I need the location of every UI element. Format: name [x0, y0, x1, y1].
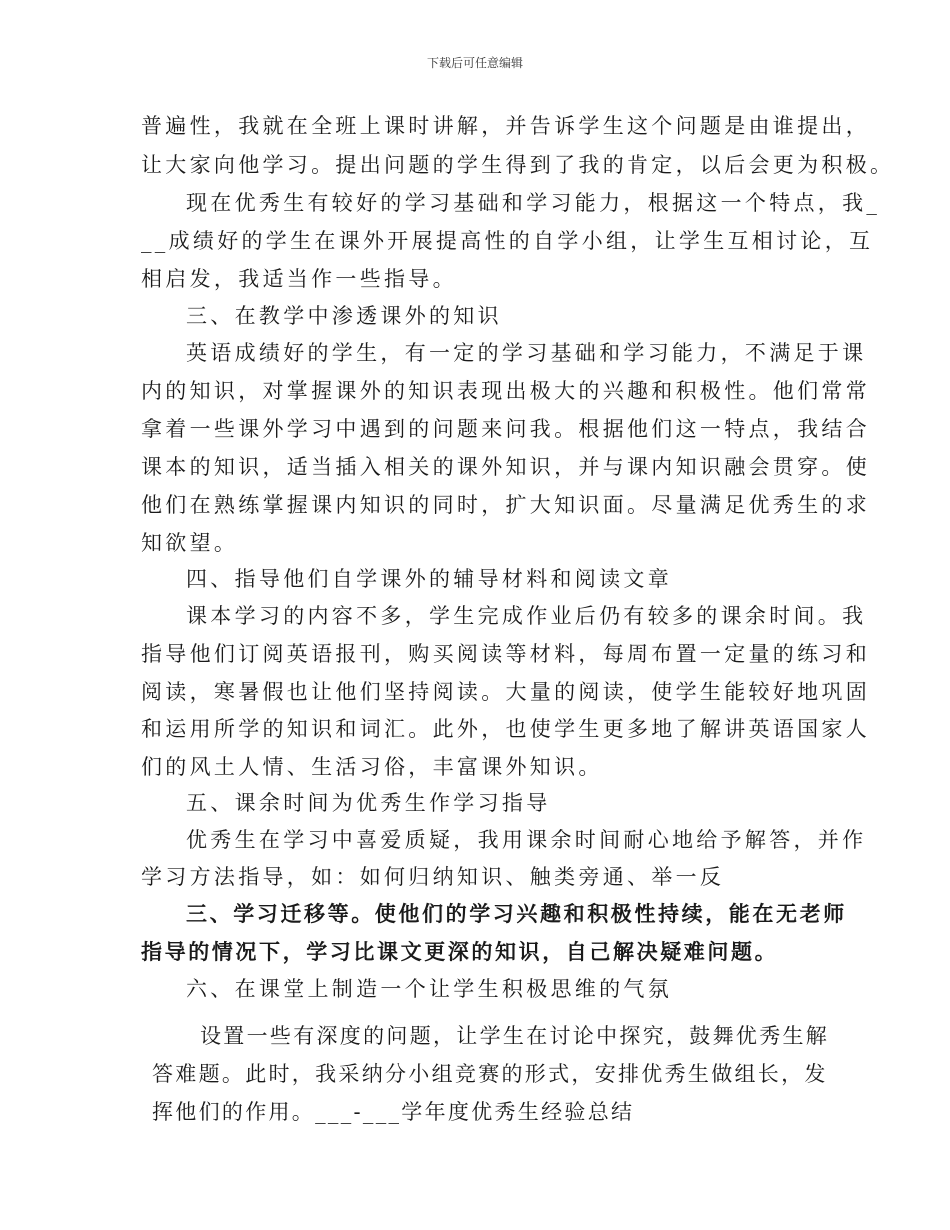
body-line: 们的风土人情、生活习俗，丰富课外知识。 [141, 755, 603, 779]
bold-line: 三、学习迁移等。使他们的学习兴趣和积极性持续，能在无老师 [186, 902, 847, 926]
section-heading: 六、在课堂上制造一个让学生积极思维的气氛 [186, 977, 672, 1001]
body-line: 学习方法指导，如：如何归纳知识、触类旁通、举一反 [141, 865, 725, 889]
body-line: 挥他们的作用。___-___学年度优秀生经验总结 [152, 1100, 635, 1124]
body-line: 和运用所学的知识和词汇。此外，也使学生更多地了解讲英语国家人 [141, 717, 870, 741]
body-line: 拿着一些课外学习中遇到的问题来问我。根据他们这一特点，我结合 [141, 417, 870, 441]
page-header: 下载后可任意编辑 [426, 56, 523, 70]
body-line: 让大家向他学习。提出问题的学生得到了我的肯定，以后会更为积极。 [141, 153, 895, 177]
section-heading: 五、课余时间为优秀生作学习指导 [186, 791, 551, 815]
body-line: 普遍性，我就在全班上课时讲解，并告诉学生这个问题是由谁提出， [141, 114, 870, 138]
body-line: __成绩好的学生在课外开展提高性的自学小组，让学生互相讨论，互 [141, 229, 874, 253]
body-line: 优秀生在学习中喜爱质疑，我用课余时间耐心地给予解答，并作 [186, 828, 867, 852]
section-heading: 三、在教学中渗透课外的知识 [186, 304, 502, 328]
body-line: 现在优秀生有较好的学习基础和学习能力，根据这一个特点，我_ [186, 191, 881, 215]
body-line: 课本学习的内容不多，学生完成作业后仍有较多的课余时间。我 [186, 604, 867, 628]
body-line: 知欲望。 [141, 531, 239, 555]
body-line: 相启发，我适当作一些指导。 [141, 267, 457, 291]
bold-line: 指导的情况下，学习比课文更深的知识，自己解决疑难问题。 [141, 940, 779, 964]
body-line: 内的知识，对掌握课外的知识表现出极大的兴趣和积极性。他们常常 [141, 379, 870, 403]
body-line: 英语成绩好的学生，有一定的学习基础和学习能力，不满足于课 [186, 341, 867, 365]
body-line: 设置一些有深度的问题，让学生在讨论中探究，鼓舞优秀生解 [200, 1024, 830, 1048]
body-line: 课本的知识，适当插入相关的课外知识，并与课内知识融会贯穿。使 [141, 455, 870, 479]
body-line: 答难题。此时，我采纳分小组竞赛的形式，安排优秀生做组长，发 [152, 1062, 828, 1086]
body-line: 他们在熟练掌握课内知识的同时，扩大知识面。尽量满足优秀生的求 [141, 493, 870, 517]
body-line: 阅读，寒暑假也让他们坚持阅读。大量的阅读，使学生能较好地巩固 [141, 680, 870, 704]
section-heading: 四、指导他们自学课外的辅导材料和阅读文章 [186, 567, 672, 591]
body-line: 指导他们订阅英语报刊，购买阅读等材料，每周布置一定量的练习和 [141, 642, 870, 666]
